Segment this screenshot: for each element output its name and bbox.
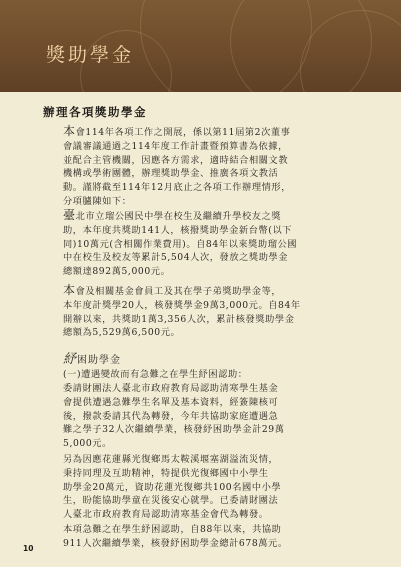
page-number: 10 <box>23 544 34 553</box>
lead-char: 紓 <box>63 352 78 367</box>
paragraph-intro <box>63 125 363 209</box>
paragraph-ruigong <box>63 209 363 279</box>
item1-heading: (一)遭遇變故而有急難之在學生紓困認助： <box>63 369 248 380</box>
lead-char: 臺 <box>63 208 76 222</box>
paragraph-staff <box>63 284 363 340</box>
page-title: 獎助學金 <box>46 44 135 66</box>
paragraph-text: 會114年各項工作之開展，係以第11屆第2次董事 會議審議通過之114年度工作計畫暨預算書為依據， 並配合主管機關，因應各方需求，適時結合相關文教 機構或學術團體，辦理獎助學金、推廣各項文教活 動。謹將截至114年12月底止之各項工作辦理情形， 分項臚陳如下： <box>63 127 291 207</box>
section-title: 辦理各項獎助學金 <box>43 105 147 119</box>
item2-text: 另為因應花蓮縣光復鄉馬太鞍溪堰塞湖溢流災情， 秉持同理及互助精神，特提供光復鄉國中小學生 助學金20萬元，資助花蓮光復鄉共100名國中小學 生，盼能協助學童在災後安心就學。已委請財團法 人臺北市政府教育局認助清寒基金會代為轉發。 <box>63 454 282 521</box>
item3-text: 本項急難之在學生紓困認助，自88年以來，共協助 911人次繼續學業，核發紓困助學金總計678萬元。 <box>63 524 288 549</box>
lead-char: 本 <box>63 124 76 138</box>
paragraph-text: 北市立瑠公國民中學在校生及繼續升學校友之獎 助，本年度共獎助141人，核撥獎助學金新台幣(以下 同)10萬元(含相關作業費用)。自84年以來獎助瑠公國 中在校生及校友等累計5,504人次，發放之獎助學金 總額達892萬5,000元。 <box>63 211 298 278</box>
lead-char: 本 <box>63 283 76 297</box>
item1-text: 委請財團法人臺北市政府教育局認助清寒學生基金 會提供遭遇急難學生名單及基本資料，經簽陳核可 後，撥款委請其代為轉發，今年共協助家庭遭遇急 難之學子32人次繼續學業，核發紓困助學金計29萬 5,000元。 <box>63 383 285 450</box>
paragraph-text: 會及相關基金會員工及其在學子弟獎助學金等， 本年度計獎學20人，核發獎學金9萬3,000元。自84年 開辦以來，共獎助1萬3,356人次，累計核發獎助學金 總額為5,529萬6,500元。 <box>63 286 301 339</box>
header-banner <box>0 0 401 92</box>
subsection-title <box>63 348 121 367</box>
subsection-title-text: 困助學金 <box>77 355 122 366</box>
